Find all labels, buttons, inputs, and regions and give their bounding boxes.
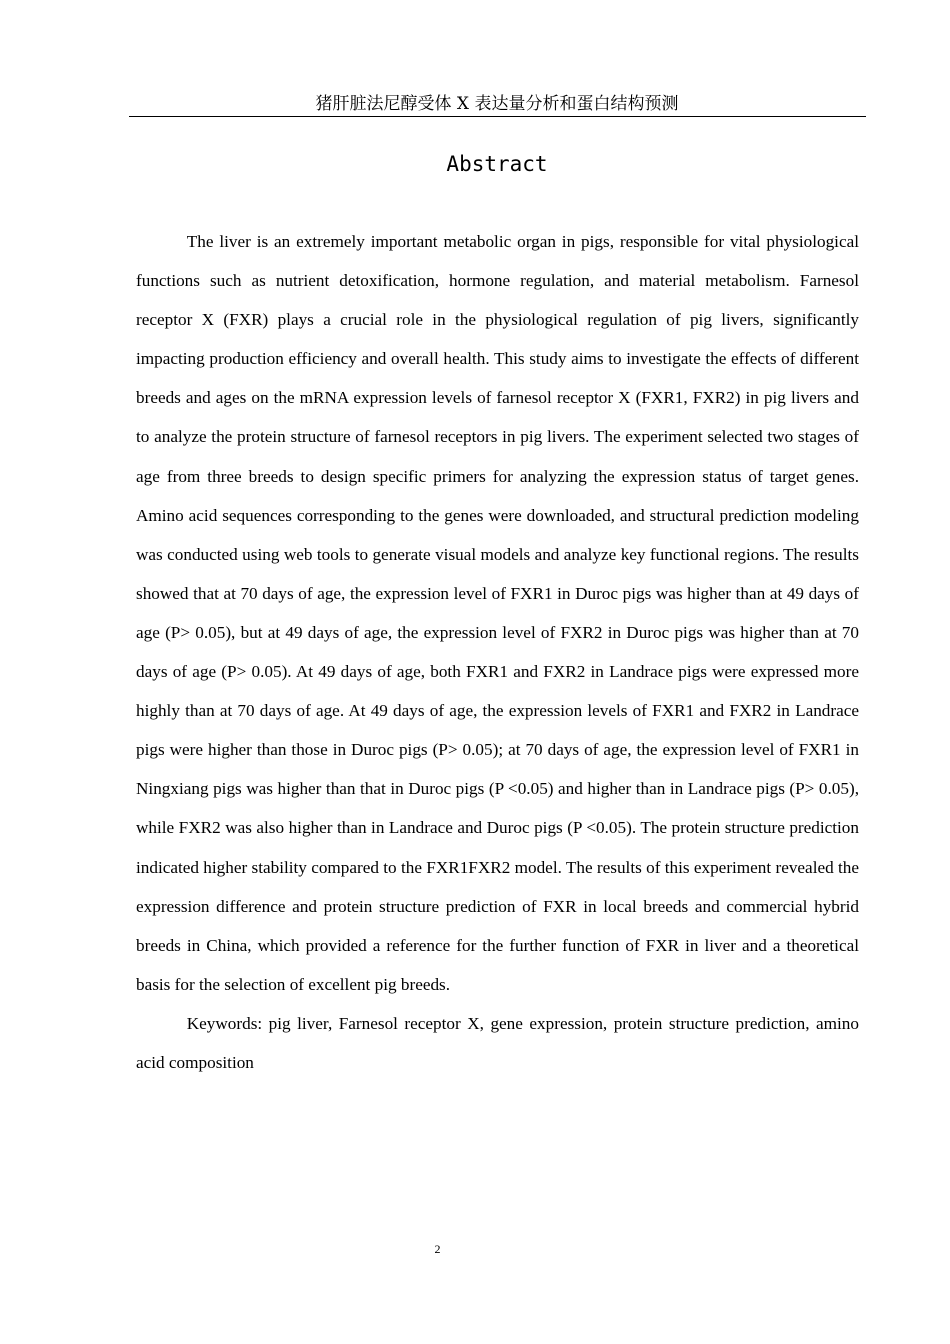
abstract-heading: Abstract [446,152,548,176]
header-divider [129,116,866,117]
abstract-section [136,222,859,1082]
running-header-title: 猪肝脏法尼醇受体 X 表达量分析和蛋白结构预测 [315,94,679,114]
keywords-paragraph: Keywords: pig liver, Farnesol receptor X, gene expression, protein structure prediction, amino acid composition [136,1013,859,1072]
abstract-paragraph: The liver is an extremely important metabolic organ in pigs, responsible for vital physiological functions such as nutrient detoxification, hormone regulation, and material metabolism. Farnesol receptor X (FXR) plays a crucial role in the physiological regulation of pig livers, significantly impacting production efficiency and overall health. This study aims to investigate the effects of different breeds and ages on the mRNA expression levels of farnesol receptor X (FXR1, FXR2) in pig livers and to analyze the protein structure of farnesol receptors in pig livers. The experiment selected two stages of age from three breeds to design specific primers for analyzing the expression status of target genes. Amino acid sequences corresponding to the genes were downloaded, and structural prediction modeling was conducted using web tools to generate visual models and analyze key functional regions. The results showed that at 70 days of age, the expression level of FXR1 in Duroc pigs was higher than at 49 days of age (P> 0.05), but at 49 days of age, the expression level of FXR2 in Duroc pigs was higher than at 70 days of age (P> 0.05). At 49 days of age, both FXR1 and FXR2 in Landrace pigs were expressed more highly than at 70 days of age. At 49 days of age, the expression levels of FXR1 and FXR2 in Landrace pigs were higher than those in Duroc pigs (P> 0.05); at 70 days of age, the expression level of FXR1 in Ningxiang pigs was higher than that in Duroc pigs (P <0.05) and higher than in Landrace pigs (P> 0.05), while FXR2 was also higher than in Landrace and Duroc pigs (P <0.05). The protein structure prediction indicated higher stability compared to the FXR1FXR2 model. The results of this experiment revealed the expression difference and protein structure prediction of FXR in local breeds and commercial hybrid breeds in China, which provided a reference for the further function of FXR in liver and a theoretical basis for the selection of excellent pig breeds. [136,232,859,994]
page-number: 2 [434,1242,441,1256]
